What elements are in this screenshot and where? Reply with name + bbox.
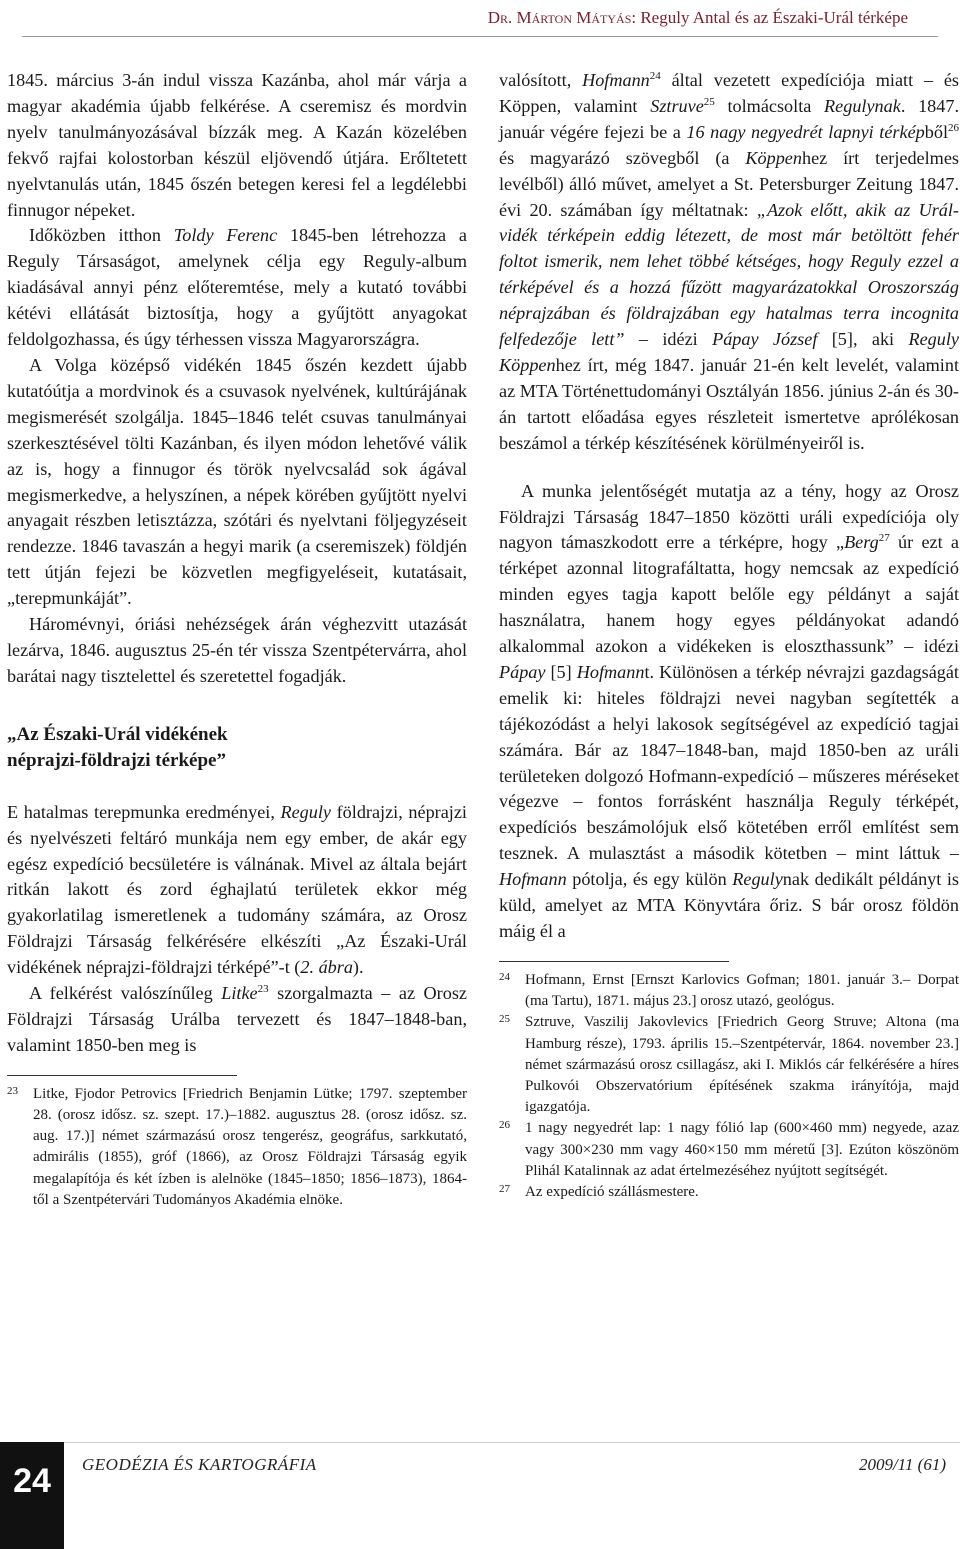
footer-rule bbox=[0, 1442, 960, 1443]
person-name: Hofmann bbox=[582, 70, 650, 90]
footnote-number: 24 bbox=[499, 970, 510, 983]
text-run: 1845-ben létrehozza a Reguly Társaságot, amelynek célja egy Reguly-album kiadásával annyi pénz előteremtése, mely a kutató további kétévi ellátását biztosítja, hogy a gyűjtött anyagokat feldolgozhassa, és úgy térhessen vissza Magyarországra. bbox=[7, 225, 467, 350]
running-head bbox=[0, 0, 960, 36]
page-number: 24 bbox=[0, 1442, 64, 1549]
footnote bbox=[499, 970, 959, 1012]
footnote-marker: 24 bbox=[649, 69, 661, 82]
footnote bbox=[499, 1182, 959, 1203]
paragraph bbox=[499, 479, 959, 945]
paragraph bbox=[7, 800, 467, 981]
text-run: t. Különösen a térkép névrajzi gazdagságát emelik ki: hiteles földrajzi nevei nagyban segítették a tájékozódást a helyi lakosok segítségével az expedíció tagjai számára. Bár az 1847–1848-ban, majd 1850-ben az uráli területeken dolgozó Hofmann-expedíció – műszeres méréseket végezve – fontos forrásként használja Reguly térképét, expedíciós beszámolójuk első kötetében erről említést sem tesznek. A mulasztást a második kötetben – mint láttuk – bbox=[499, 661, 959, 864]
figure-reference: 2. ábra bbox=[300, 957, 353, 978]
person-name: Hofmann bbox=[576, 661, 645, 682]
text-run: A felkérést valószínűleg bbox=[29, 983, 222, 1004]
person-name: Reguly bbox=[280, 801, 331, 822]
text-run: földrajzi, néprajzi és nyelvészeti feltáró munkája nem egy ember, de akár egy egész expedíció becsületére is válnának. Mivel az általa bejárt ritkán lakott és zord éghajlatú területek ekkor még gyakorlatilag ismeretlenek a tudomány számára, az Orosz Földrajzi Társaság felkérésére elkészíti „Az Északi-Urál vidékének néprajzi-földrajzi térképé”-t ( bbox=[7, 801, 467, 978]
paragraph: A Volga középső vidékén 1845 őszén kezdett újabb kutatóútja a mordvinok és a csuvasok nyelvének, kultúrájának megismerését szolgálja. 1845–1846 telét csuvas tanulmányai szerkesztésével tölti Kazánban, és ilyen módon lehetővé válik az is, hogy a finnugor és török nyelvcsalád sok ágával megismerkedve, a helyszínen, a népek körében gyűjtött nyelvi anyagait részben letisztázza, szótári és nyelvtani följegyzéseit rendezze. 1846 tavaszán a hegyi marik (a cseremiszek) földjén tett útján fejezi be közvetlen megfigyeléseit, kutatásait, „terepmunkáját”. bbox=[7, 354, 467, 609]
footnote bbox=[7, 1084, 467, 1211]
paragraph bbox=[7, 223, 467, 353]
running-head-title: Reguly Antal és az Északi-Urál térképe bbox=[640, 8, 908, 27]
person-name: Reguly bbox=[732, 869, 783, 890]
journal-title: GEODÉZIA ÉS KARTOGRÁFIA bbox=[82, 1455, 317, 1474]
footnote-number: 26 bbox=[499, 1119, 510, 1132]
footnote-marker: 27 bbox=[878, 532, 890, 545]
person-name: Pápay bbox=[499, 661, 546, 682]
text-run: szorgalmazta – az Orosz Földrajzi Társaság Urálba tervezett és 1847–1848-ban, valamint 1850-ben meg is bbox=[7, 983, 467, 1055]
text-run: [5] bbox=[545, 661, 577, 682]
footnote-number: 27 bbox=[499, 1182, 510, 1195]
footnote-text: Litke, Fjodor Petrovics [Friedrich Benjamin Lütke; 1797. szeptember 28. (orosz idősz. sz. szept. 17.)–1882. augusztus 28. (orosz idősz. sz. aug. 17.)] német származású orosz tengerész, geográfus, sarkkutató, admirális (1855), gróf (1866), az Orosz Földrajzi Társaság egyik megalapítója és két ízben is alelnöke (1845–1850; 1856–1873), 1864-től a Szentpétervári Tudományos Akadémia elnöke. bbox=[33, 1085, 467, 1208]
left-column bbox=[7, 68, 467, 1211]
text-run: Időközben itthon bbox=[29, 225, 174, 246]
person-name: Hofmann bbox=[499, 869, 567, 890]
running-head-rule bbox=[22, 36, 938, 37]
running-head-author: Dr. Márton Mátyás: bbox=[487, 8, 637, 27]
text-run: tolmácsolta bbox=[714, 95, 825, 116]
text-run: [5], aki bbox=[817, 329, 909, 350]
text-run: valósított, bbox=[499, 70, 583, 90]
paragraph bbox=[499, 68, 959, 457]
person-name: Toldy Ferenc bbox=[173, 225, 278, 246]
text-run: úr ezt a térképet azonnal litografáltatta, hogy nemcsak az expedíció minden egyes tagja kapott belőle egy példányt a saját használatra, hanem hogy egyes példányokat adandó alkalommal azokon a vidékeken is eloszthassunk” – idézi bbox=[499, 532, 959, 657]
footnote-text: 1 nagy negyedrét lap: 1 nagy fólió lap (600×460 mm) negyede, azaz vagy 300×230 mm vagy 460×150 mm méretű [3]. Ezúton köszönöm Plihál Katalinnak az adat értelmezéséhez nyújtott segítségét. bbox=[525, 1120, 959, 1179]
footnote-number: 23 bbox=[7, 1084, 18, 1097]
text-run: hez írt, még 1847. január 21-én kelt levelét, valamint az MTA Történettudományi Osztályán 1856. június 2-án és 30-án tartott előadása egyes részleteit ismertetve aprólékosan beszámol a térkép készítésének körülményeiről is. bbox=[499, 354, 959, 453]
text-run: – idézi bbox=[624, 329, 713, 350]
section-heading-line: „Az Északi-Urál vidékének bbox=[7, 723, 228, 745]
text-run: pótolja, és egy külön bbox=[566, 869, 733, 890]
person-name: Pápay József bbox=[712, 329, 818, 350]
text-run: A munka jelentőségét mutatja az a tény, hogy az Orosz Földrajzi Társaság 1847–1850 közötti uráli expedíciója oly nagyon támaszkodott erre a térképre, hogy „ bbox=[499, 480, 959, 553]
issue-number: 2009/11 (61) bbox=[858, 1455, 946, 1474]
footnote bbox=[499, 1012, 959, 1118]
person-name: Litke bbox=[221, 983, 258, 1004]
person-name: Berg bbox=[844, 532, 879, 553]
text-run: . 1847. január végére fejezi be a bbox=[499, 95, 959, 142]
text-run: hez írt terjedelmes levélből) álló művet, amelyet a St. Petersburger Zeitung 1847. évi 20. számában így méltatnak: bbox=[499, 147, 959, 220]
right-column bbox=[499, 68, 959, 1203]
text-run: által vezetett expedíciója miatt – és Köppen, valamint bbox=[499, 70, 960, 116]
paragraph bbox=[7, 981, 467, 1059]
person-name: Sztruve bbox=[650, 95, 704, 116]
text-run: nak dedikált példányt is küld, amelyet az MTA Könyvtára őriz. S bár orosz földön máig él a bbox=[499, 869, 959, 941]
quotation: „Azok előtt, akik az Urál-vidék térképein eddig létezett, de most már betöltött fehér foltot ismerik, nem lehet többé kétséges, hogy Reguly ezzel a térképével és a hozzá fűzött magyarázatokkal Oroszország néprajzában és földrajzában egy hatalmas terra incognita felfedezője lett” bbox=[499, 199, 959, 350]
footnote-text: Az expedíció szállásmestere. bbox=[525, 1183, 699, 1200]
person-name: Köppen bbox=[745, 147, 802, 168]
map-description: 16 nagy negyedrét lapnyi térkép bbox=[686, 121, 925, 142]
footnote-marker: 25 bbox=[703, 95, 715, 108]
paragraph: Háromévnyi, óriási nehézségek árán véghezvitt utazását lezárva, 1846. augusztus 25-én tér vissza Szentpétervárra, ahol barátai nagy tisztelettel és szeretettel fogadják. bbox=[7, 614, 467, 686]
footnote-marker: 23 bbox=[257, 983, 269, 996]
footnote-marker: 26 bbox=[948, 121, 959, 134]
footnote-text: Hofmann, Ernst [Ernszt Karlovics Gofman; 1801. január 3.– Dorpat (ma Tartu), 1871. május 23.] orosz utazó, geológus. bbox=[525, 971, 959, 1010]
text-run: ). bbox=[352, 957, 364, 978]
footnote-rule bbox=[499, 961, 729, 962]
text-run: E hatalmas terepmunka eredményei, bbox=[7, 801, 281, 822]
section-heading bbox=[7, 722, 467, 774]
person-name: Reguly Köppen bbox=[499, 329, 959, 375]
text-run: és magyarázó szövegből (a bbox=[499, 147, 746, 168]
section-heading-line: néprajzi-földrajzi térképe” bbox=[7, 749, 226, 771]
footnote-number: 25 bbox=[499, 1013, 510, 1026]
paragraph: 1845. március 3-án indul vissza Kazánba, ahol már várja a magyar akadémia újabb felkérése. A cseremisz és mordvin nyelv tanulmányozásával bízzák meg. A Kazán közelében fekvő rajfai kolostorban készül eljövendő útjára. Erőltetett nyelvtanulás után, 1845 őszén betegen keresi fel a legdélebbi finnugor népeket. bbox=[7, 70, 467, 220]
person-name: Regulynak bbox=[824, 95, 901, 116]
footnote-rule bbox=[7, 1075, 237, 1076]
footnote bbox=[499, 1118, 959, 1182]
text-run: ből bbox=[924, 121, 948, 142]
footnote-text: Sztruve, Vaszilij Jakovlevics [Friedrich Georg Struve; Altona (ma Hamburg része), 1793. április 15.–Szentpétervár, 1864. november 23.] német származású orosz csillagász, aki I. Miklós cár felkérésére a híres Pulkovói Obszervatórium építésének szakma irányítója, majd igazgatója. bbox=[525, 1014, 959, 1116]
